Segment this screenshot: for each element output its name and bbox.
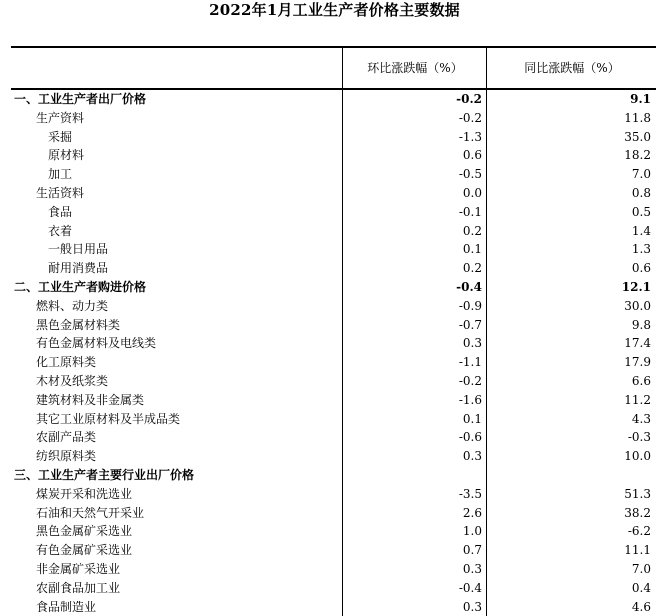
row-label: 耐用消费品 xyxy=(48,261,109,276)
row-label: 农副食品加工业 xyxy=(36,580,121,595)
table-row xyxy=(11,90,656,109)
table-row xyxy=(11,522,656,541)
row-mom-value: 0.3 xyxy=(462,449,482,464)
row-yoy-value: 1.3 xyxy=(631,242,651,257)
row-yoy-value: 11.1 xyxy=(624,543,651,558)
row-yoy-value: 51.3 xyxy=(624,486,651,501)
row-mom-value: 0.2 xyxy=(462,223,482,238)
row-mom-value: -0.1 xyxy=(458,204,482,219)
row-mom-value: -0.9 xyxy=(458,298,482,313)
row-mom-value: -1.3 xyxy=(458,129,482,144)
table-row xyxy=(11,259,656,278)
table-row xyxy=(11,316,656,335)
row-yoy-value: 4.6 xyxy=(631,599,651,614)
row-yoy-value: 17.9 xyxy=(624,355,651,370)
row-yoy-value: -0.3 xyxy=(627,430,651,445)
row-yoy-value: 12.1 xyxy=(621,279,651,294)
table-row xyxy=(11,146,656,165)
row-mom-value: -1.1 xyxy=(458,355,482,370)
row-yoy-value: 9.1 xyxy=(630,92,651,106)
row-label: 有色金属矿采选业 xyxy=(36,543,133,558)
row-mom-value: -3.5 xyxy=(458,486,482,501)
row-label: 衣着 xyxy=(48,223,73,238)
row-mom-value: -0.4 xyxy=(456,279,482,294)
table-row xyxy=(11,466,656,485)
row-label: 生产资料 xyxy=(36,110,85,125)
row-label: 一般日用品 xyxy=(48,242,109,257)
row-yoy-value: 10.0 xyxy=(624,449,651,464)
row-mom-value: -0.6 xyxy=(458,430,482,445)
row-yoy-value: 9.8 xyxy=(631,317,651,332)
row-label: 黑色金属矿采选业 xyxy=(36,524,133,539)
row-label: 原材料 xyxy=(48,148,85,163)
row-label: 三、工业生产者主要行业出厂价格 xyxy=(14,467,195,482)
row-yoy-value: 1.4 xyxy=(631,223,651,238)
row-mom-value: 0.0 xyxy=(462,185,482,200)
table-row xyxy=(11,297,656,316)
table-row xyxy=(11,428,656,447)
header-yoy: 同比涨跌幅（%） xyxy=(486,48,657,88)
table-header xyxy=(11,48,656,90)
row-mom-value: -0.2 xyxy=(458,373,482,388)
row-yoy-value: 7.0 xyxy=(631,167,651,182)
row-label: 木材及纸浆类 xyxy=(36,373,109,388)
table-row xyxy=(11,240,656,259)
row-label: 建筑材料及非金属类 xyxy=(36,392,145,407)
row-mom-value: 0.2 xyxy=(462,261,482,276)
table-row xyxy=(11,541,656,560)
row-yoy-value: 38.2 xyxy=(624,505,651,520)
row-yoy-value: 11.8 xyxy=(624,110,651,125)
row-yoy-value: 0.6 xyxy=(631,261,651,276)
row-label: 加工 xyxy=(48,167,73,182)
table-row xyxy=(11,109,656,128)
page-title: 2022年1月工业生产者价格主要数据 xyxy=(209,1,460,19)
row-yoy-value: 0.4 xyxy=(631,580,651,595)
row-mom-value: 0.1 xyxy=(462,411,482,426)
row-label: 黑色金属材料类 xyxy=(36,317,121,332)
row-mom-value: -1.6 xyxy=(458,392,482,407)
row-label: 燃料、动力类 xyxy=(36,298,109,313)
row-label: 一、工业生产者出厂价格 xyxy=(14,92,147,106)
row-mom-value: -0.2 xyxy=(458,110,482,125)
table-row xyxy=(11,485,656,504)
row-yoy-value: 6.6 xyxy=(631,373,651,388)
table-row xyxy=(11,184,656,203)
row-yoy-value: 0.5 xyxy=(631,204,651,219)
table-row xyxy=(11,598,656,616)
row-mom-value: -0.5 xyxy=(458,167,482,182)
row-label: 食品制造业 xyxy=(36,599,97,614)
table-row xyxy=(11,372,656,391)
table-row xyxy=(11,353,656,372)
row-mom-value: 0.6 xyxy=(462,148,482,163)
table-row xyxy=(11,504,656,523)
row-label: 非金属矿采选业 xyxy=(36,561,121,576)
row-yoy-value: 0.8 xyxy=(631,185,651,200)
row-yoy-value: 7.0 xyxy=(631,561,651,576)
table-row xyxy=(11,560,656,579)
row-mom-value: -0.2 xyxy=(456,92,482,106)
row-label: 生活资料 xyxy=(36,185,85,200)
row-mom-value: 0.3 xyxy=(462,336,482,351)
row-label: 石油和天然气开采业 xyxy=(36,505,145,520)
row-label: 纺织原料类 xyxy=(36,449,97,464)
table-row xyxy=(11,203,656,222)
row-label: 二、工业生产者购进价格 xyxy=(14,279,147,294)
header-mom: 环比涨跌幅（%） xyxy=(342,48,487,88)
table-row xyxy=(11,410,656,429)
row-mom-value: 0.3 xyxy=(462,561,482,576)
row-label: 煤炭开采和洗选业 xyxy=(36,486,133,501)
row-yoy-value: -6.2 xyxy=(627,524,651,539)
table-row xyxy=(11,447,656,466)
row-mom-value: 0.1 xyxy=(462,242,482,257)
row-yoy-value: 30.0 xyxy=(624,298,651,313)
row-mom-value: 0.3 xyxy=(462,599,482,614)
table-row xyxy=(11,278,656,297)
table-row xyxy=(11,165,656,184)
row-mom-value: -0.4 xyxy=(458,580,482,595)
table-row xyxy=(11,334,656,353)
table-row xyxy=(11,391,656,410)
row-label: 其它工业原材料及半成品类 xyxy=(36,411,181,426)
row-mom-value: -0.7 xyxy=(458,317,482,332)
row-yoy-value: 11.2 xyxy=(624,392,651,407)
row-label: 农副产品类 xyxy=(36,430,97,445)
row-yoy-value: 18.2 xyxy=(624,148,651,163)
row-mom-value: 1.0 xyxy=(462,524,482,539)
row-mom-value: 2.6 xyxy=(462,505,482,520)
row-yoy-value: 17.4 xyxy=(624,336,651,351)
row-yoy-value: 35.0 xyxy=(624,129,651,144)
price-table xyxy=(11,46,656,616)
table-row xyxy=(11,128,656,147)
row-yoy-value: 4.3 xyxy=(631,411,651,426)
row-mom-value: 0.7 xyxy=(462,543,482,558)
table-row xyxy=(11,579,656,598)
row-label: 食品 xyxy=(48,204,73,219)
row-label: 化工原料类 xyxy=(36,355,97,370)
row-label: 采掘 xyxy=(48,129,73,144)
table-body xyxy=(11,90,656,616)
table-row xyxy=(11,222,656,241)
row-label: 有色金属材料及电线类 xyxy=(36,336,157,351)
